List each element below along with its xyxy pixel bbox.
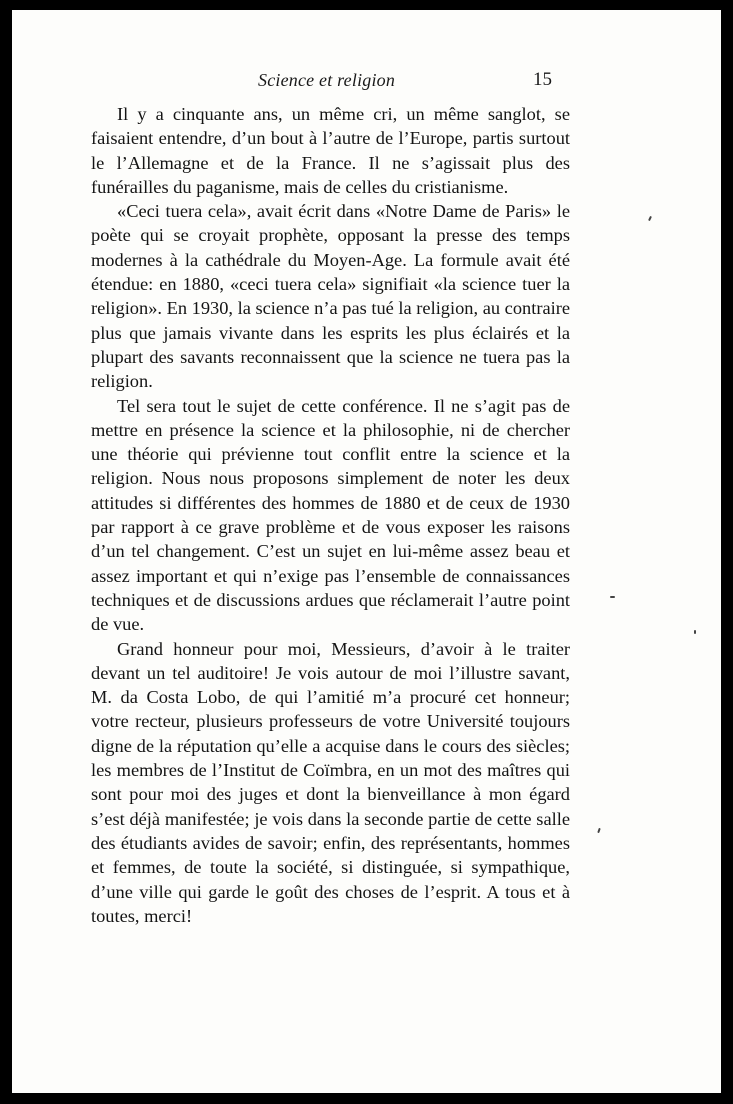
- scan-speck: [694, 630, 696, 634]
- scan-speck: [597, 828, 601, 833]
- running-head: Science et religion: [258, 70, 396, 90]
- scan-speck: [648, 216, 652, 221]
- paragraph: Il y a cinquante ans, un même cri, un même sanglot, se faisaient entendre, d’un bout à l’autre de l’Europe, partis surtout le l’Allemagne et de la France. Il ne s’agissait plus des funérailles du paganisme, mais de celles du cristianisme.: [91, 104, 570, 197]
- scan-speck: [610, 596, 615, 598]
- page-header: [12, 70, 721, 100]
- page-number: 15: [533, 69, 552, 90]
- paragraph: «Ceci tuera cela», avait écrit dans «Notre Dame de Paris» le poète qui se croyait prophète, opposant la presse des temps modernes à la cathédrale du Moyen-Age. La formule avait été étendue: en 1880, «ceci tuera cela» signifiait «la science tuer la religion». En 1930, la science n’a pas tué la religion, au contraire plus que jamais vivante dans les esprits les plus éclairés et la plupart des savants reconnaissent que la science ne tuera pas la religion.: [91, 201, 571, 392]
- book-page: [12, 10, 721, 1093]
- paragraph: Tel sera tout le sujet de cette conférence. Il ne s’agit pas de mettre en présence la science et la philosophie, ni de chercher une théorie qui prévienne tout conflit entre la science et la religion. Nous nous proposons simplement de noter les deux attitudes si différentes des hommes de 1880 et de ceux de 1930 par rapport à ce grave problème et de vous exposer les raisons d’un tel changement. C’est un sujet en lui-même assez beau et assez important et qui n’exige pas l’ensemble de connaissances techniques et de discussions ardues que réclamerait l’autre point de vue.: [91, 395, 570, 635]
- body-text: [91, 102, 570, 928]
- paragraph: Grand honneur pour moi, Messieurs, d’avoir à le traiter devant un tel auditoire! Je vois autour de moi l’illustre savant, M. da Costa Lobo, de qui l’amitié m’a procuré cet honneur; votre recteur, plusieurs professeurs de votre Université toujours digne de la réputation qu’elle a acquise dans le cours des siècles; les membres de l’Institut de Coïmbra, en un mot des maîtres qui sont pour moi des juges et dont la bienveillance à mon égard s’est déjà manifestée; je vois dans la seconde partie de cette salle des étudiants avides de savoir; enfin, des représentants, hommes et femmes, de toute la société, si distinguée, si sympathique, d’une ville qui garde le goût des choses de l’esprit. A tous et à toutes, merci!: [91, 638, 570, 926]
